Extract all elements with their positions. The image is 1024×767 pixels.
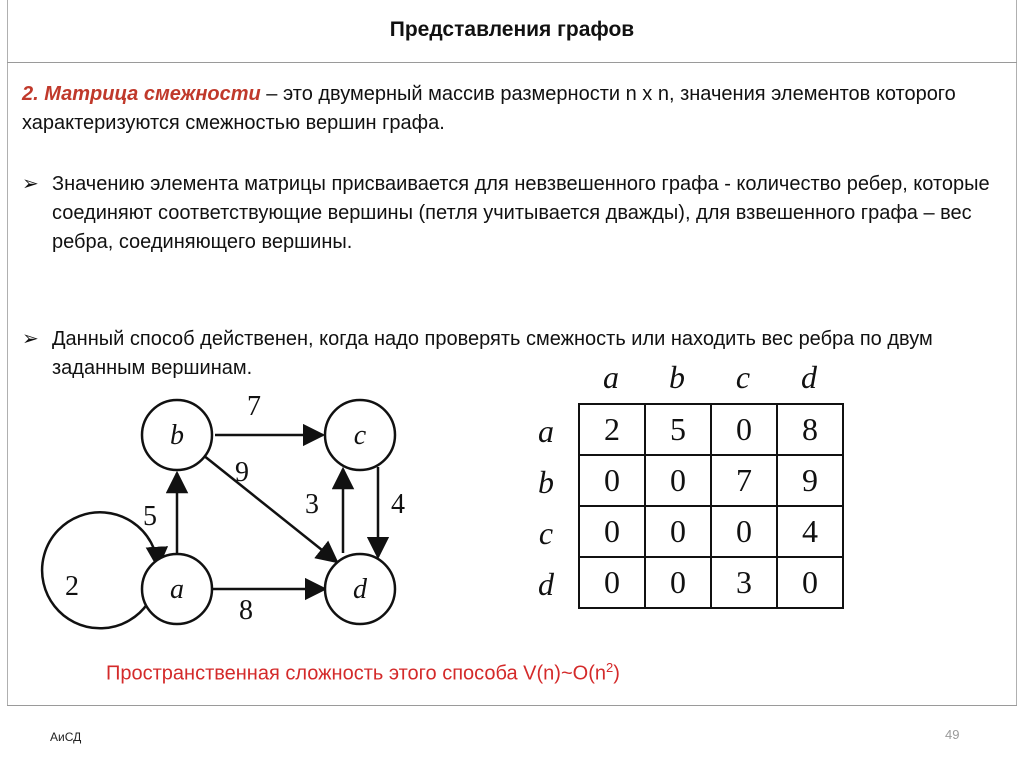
matrix-row-header: d [538, 566, 554, 602]
matrix-cell: 5 [645, 404, 711, 455]
edge-weight-c-d: 4 [391, 489, 405, 520]
footer-course: АиСД [50, 730, 82, 744]
matrix-cell: 0 [579, 455, 645, 506]
edge-weight-d-c: 3 [305, 489, 319, 520]
vertex-label-b: b [170, 420, 184, 451]
complexity-note [106, 660, 620, 686]
matrix-col-header: c [735, 359, 751, 395]
edge-weight-b-d: 9 [235, 457, 249, 488]
matrix-cell: 0 [711, 404, 777, 455]
matrix-cell: 8 [777, 404, 843, 455]
matrix-row [579, 404, 843, 455]
matrix-col-header: b [669, 359, 685, 395]
matrix-cell: 0 [645, 506, 711, 557]
matrix-row [579, 506, 843, 557]
slide-frame-right [1016, 0, 1017, 705]
matrix-cell: 0 [711, 506, 777, 557]
adjacency-matrix [520, 355, 850, 615]
matrix-cell: 0 [777, 557, 843, 608]
intro-term: 2. Матрица смежности [22, 83, 261, 105]
page-number: 49 [945, 727, 960, 742]
graph-diagram [40, 385, 460, 665]
matrix-cell: 0 [645, 455, 711, 506]
matrix-cell: 7 [711, 455, 777, 506]
complexity-text: Пространственная сложность этого способа V(n)~O(n [106, 662, 606, 685]
matrix-cell: 0 [645, 557, 711, 608]
bullet-text: Данный способ действенен, когда надо проверять смежность или находить вес ребра по двум заданным вершинам. [52, 328, 933, 379]
matrix-row [579, 455, 843, 506]
complexity-exponent: 2 [605, 660, 614, 675]
matrix-cell: 3 [711, 557, 777, 608]
slide-title: Представления графов [389, 18, 635, 41]
matrix-row-header: c [538, 515, 554, 551]
intro-text: – это двумерный массив размерности n x n, значения элементов которого характеризуются смежностью вершин графа. [22, 83, 956, 134]
edge-loop-a [42, 512, 158, 628]
edge-weight-b-c: 7 [247, 391, 261, 422]
bullet-text: Значению элемента матрицы присваивается для невзвешенного графа - количество ребер, которые соединяют соответствующие вершины (петля учитывается дважды), для взвешенного графа – вес ребра, соединяющего вершины. [52, 173, 990, 253]
matrix-row [579, 557, 843, 608]
matrix-cell: 4 [777, 506, 843, 557]
edge-weight-a-a: 2 [65, 571, 79, 602]
matrix-cell: 2 [579, 404, 645, 455]
matrix-cell: 0 [579, 506, 645, 557]
intro-paragraph [22, 80, 1002, 138]
matrix-row-header: a [538, 413, 554, 449]
slide-frame-left [7, 0, 8, 705]
matrix-col-header: d [801, 359, 817, 395]
edge-weight-a-d: 8 [239, 595, 253, 626]
complexity-close: ) [613, 662, 620, 685]
vertex-label-a: a [170, 574, 184, 605]
matrix-grid [578, 403, 844, 609]
bullet-arrow-icon: ➢ [22, 328, 39, 350]
matrix-cell: 0 [579, 557, 645, 608]
vertex-label-c: c [353, 420, 367, 451]
bullet-item [22, 170, 1002, 257]
matrix-row-header: b [538, 464, 554, 500]
matrix-cell: 9 [777, 455, 843, 506]
footer-divider [7, 705, 1017, 706]
title-divider [7, 62, 1017, 63]
bullet-arrow-icon: ➢ [22, 173, 39, 195]
bullet-item [22, 325, 1002, 383]
matrix-col-header: a [603, 359, 619, 395]
edge-weight-a-b: 5 [143, 501, 157, 532]
vertex-label-d: d [353, 574, 367, 605]
